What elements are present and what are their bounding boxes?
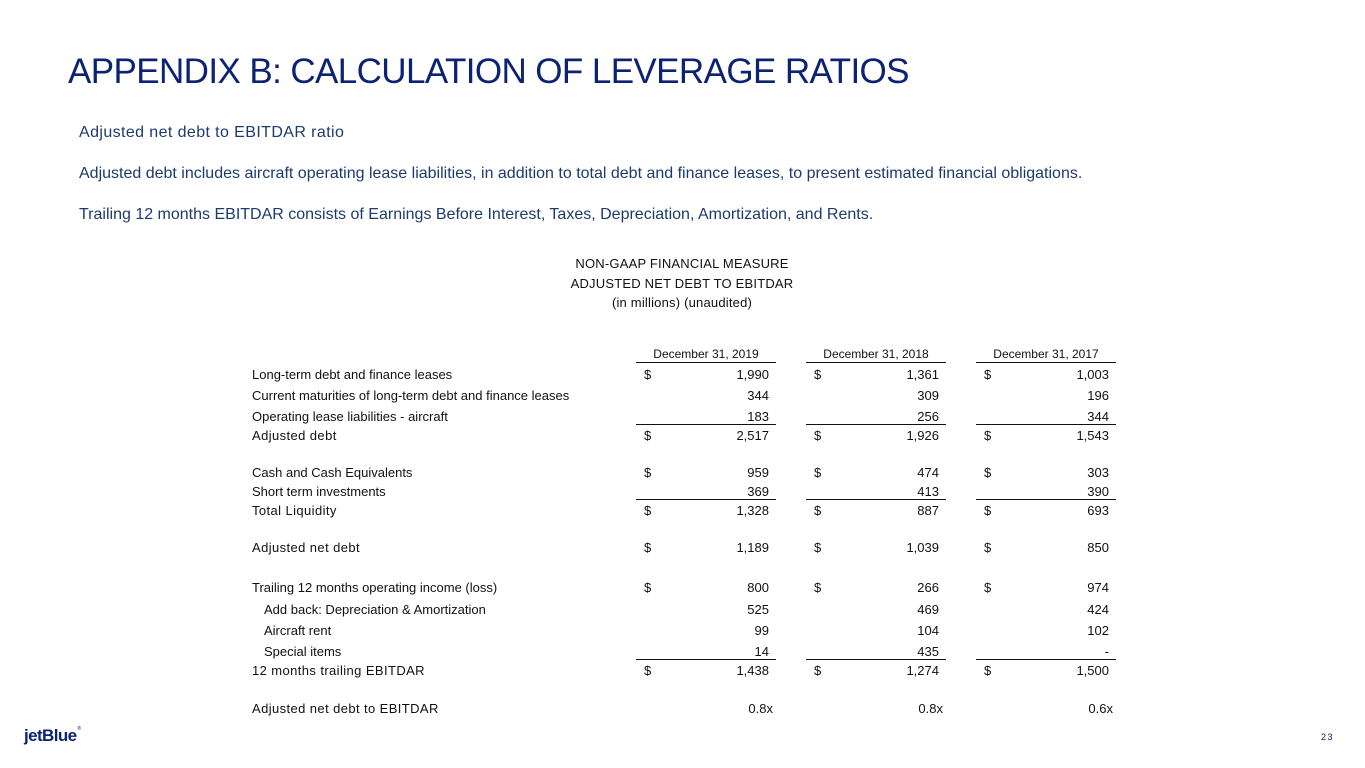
subtotal-rule — [636, 424, 776, 425]
table-heading-line-3: (in millions) (unaudited) — [611, 295, 753, 310]
currency-sign: $ — [984, 503, 992, 518]
value-2018: 887 — [917, 503, 939, 518]
table-row — [0, 540, 1365, 558]
subtotal-rule — [806, 659, 946, 660]
page-number: 23 — [1320, 732, 1334, 742]
subtotal-rule — [976, 659, 1116, 660]
row-label: Trailing 12 months operating income (loss) — [252, 580, 498, 595]
value-2017: 850 — [1087, 540, 1109, 555]
value-2019: 525 — [747, 602, 769, 617]
currency-sign: $ — [644, 663, 652, 678]
value-2018: 1,361 — [906, 367, 939, 382]
subtotal-rule — [636, 499, 776, 500]
subtotal-rule — [636, 659, 776, 660]
currency-sign: $ — [814, 663, 822, 678]
value-2019: 344 — [747, 388, 769, 403]
value-2019: 1,990 — [736, 367, 769, 382]
value-2017: 303 — [1087, 465, 1109, 480]
value-2017: 0.6x — [1088, 701, 1113, 716]
registered-mark: ® — [77, 726, 81, 732]
table-row — [0, 602, 1365, 620]
value-2018: 266 — [917, 580, 939, 595]
row-label: Long-term debt and finance leases — [252, 367, 453, 382]
value-2017: 102 — [1087, 623, 1109, 638]
value-2017: 974 — [1087, 580, 1109, 595]
table-row — [0, 663, 1365, 681]
table-row — [0, 388, 1365, 406]
value-2018: 1,926 — [906, 428, 939, 443]
currency-sign: $ — [984, 580, 992, 595]
currency-sign: $ — [644, 428, 652, 443]
table-heading-line-1: NON-GAAP FINANCIAL MEASURE — [575, 256, 789, 271]
value-2018: 0.8x — [918, 701, 943, 716]
value-2017: 1,003 — [1076, 367, 1109, 382]
value-2017: - — [1104, 644, 1109, 659]
subtotal-rule — [976, 499, 1116, 500]
value-2017: 344 — [1087, 409, 1109, 424]
section-subtitle: Adjusted net debt to EBITDAR ratio — [79, 124, 345, 141]
currency-sign: $ — [814, 503, 822, 518]
row-label: Total Liquidity — [252, 503, 337, 518]
subtotal-rule — [806, 499, 946, 500]
value-2018: 474 — [917, 465, 939, 480]
currency-sign: $ — [814, 428, 822, 443]
value-2018: 104 — [917, 623, 939, 638]
jetblue-logo — [24, 726, 81, 746]
currency-sign: $ — [814, 367, 822, 382]
value-2019: 1,189 — [736, 540, 769, 555]
value-2018: 413 — [917, 484, 939, 499]
currency-sign: $ — [644, 540, 652, 555]
column-header-2018: December 31, 2018 — [806, 347, 946, 363]
value-2017: 1,543 — [1076, 428, 1109, 443]
currency-sign: $ — [644, 580, 652, 595]
currency-sign: $ — [814, 580, 822, 595]
subtotal-rule — [806, 424, 946, 425]
value-2017: 390 — [1087, 484, 1109, 499]
page-title: APPENDIX B: CALCULATION OF LEVERAGE RATIOS — [68, 52, 909, 91]
currency-sign: $ — [984, 663, 992, 678]
value-2019: 959 — [747, 465, 769, 480]
currency-sign: $ — [984, 367, 992, 382]
description-adjusted-debt: Adjusted debt includes aircraft operating lease liabilities, in addition to total debt and finance leases, to present estimated financial obligations. — [79, 165, 1083, 182]
value-2019: 0.8x — [748, 701, 773, 716]
row-label: Aircraft rent — [264, 623, 332, 638]
table-row — [0, 623, 1365, 641]
value-2019: 14 — [754, 644, 769, 659]
row-label: Add back: Depreciation & Amortization — [264, 602, 486, 617]
currency-sign: $ — [984, 540, 992, 555]
column-header-2019: December 31, 2019 — [636, 347, 776, 363]
row-label: Adjusted debt — [252, 428, 337, 443]
row-label: Operating lease liabilities - aircraft — [252, 409, 448, 424]
value-2017: 196 — [1087, 388, 1109, 403]
subtotal-rule — [976, 424, 1116, 425]
row-label: Current maturities of long-term debt and finance leases — [252, 388, 570, 403]
currency-sign: $ — [814, 465, 822, 480]
value-2018: 256 — [917, 409, 939, 424]
row-label: 12 months trailing EBITDAR — [252, 663, 425, 678]
currency-sign: $ — [644, 465, 652, 480]
description-ebitdar: Trailing 12 months EBITDAR consists of Earnings Before Interest, Taxes, Depreciation, Amortization, and Rents. — [79, 206, 874, 223]
value-2018: 469 — [917, 602, 939, 617]
row-label: Cash and Cash Equivalents — [252, 465, 413, 480]
currency-sign: $ — [644, 367, 652, 382]
currency-sign: $ — [644, 503, 652, 518]
value-2019: 183 — [747, 409, 769, 424]
value-2018: 309 — [917, 388, 939, 403]
value-2017: 693 — [1087, 503, 1109, 518]
table-heading-line-2: ADJUSTED NET DEBT TO EBITDAR — [570, 275, 794, 291]
row-label: Special items — [264, 644, 342, 659]
table-heading — [482, 254, 882, 313]
currency-sign: $ — [814, 540, 822, 555]
value-2017: 424 — [1087, 602, 1109, 617]
value-2018: 1,274 — [906, 663, 939, 678]
value-2018: 1,039 — [906, 540, 939, 555]
value-2019: 800 — [747, 580, 769, 595]
currency-sign: $ — [984, 428, 992, 443]
value-2019: 369 — [747, 484, 769, 499]
logo-text: jetBlue — [24, 726, 77, 745]
row-label: Short term investments — [252, 484, 386, 499]
value-2019: 1,438 — [736, 663, 769, 678]
value-2017: 1,500 — [1076, 663, 1109, 678]
value-2019: 1,328 — [736, 503, 769, 518]
table-row — [0, 465, 1365, 483]
table-row — [0, 503, 1365, 521]
row-label: Adjusted net debt — [252, 540, 360, 555]
table-row — [0, 428, 1365, 446]
table-row — [0, 701, 1365, 719]
currency-sign: $ — [984, 465, 992, 480]
table-row — [0, 367, 1365, 385]
table-row — [0, 580, 1365, 598]
value-2019: 2,517 — [736, 428, 769, 443]
value-2019: 99 — [754, 623, 769, 638]
column-header-2017: December 31, 2017 — [976, 347, 1116, 363]
row-label: Adjusted net debt to EBITDAR — [252, 701, 439, 716]
value-2018: 435 — [917, 644, 939, 659]
